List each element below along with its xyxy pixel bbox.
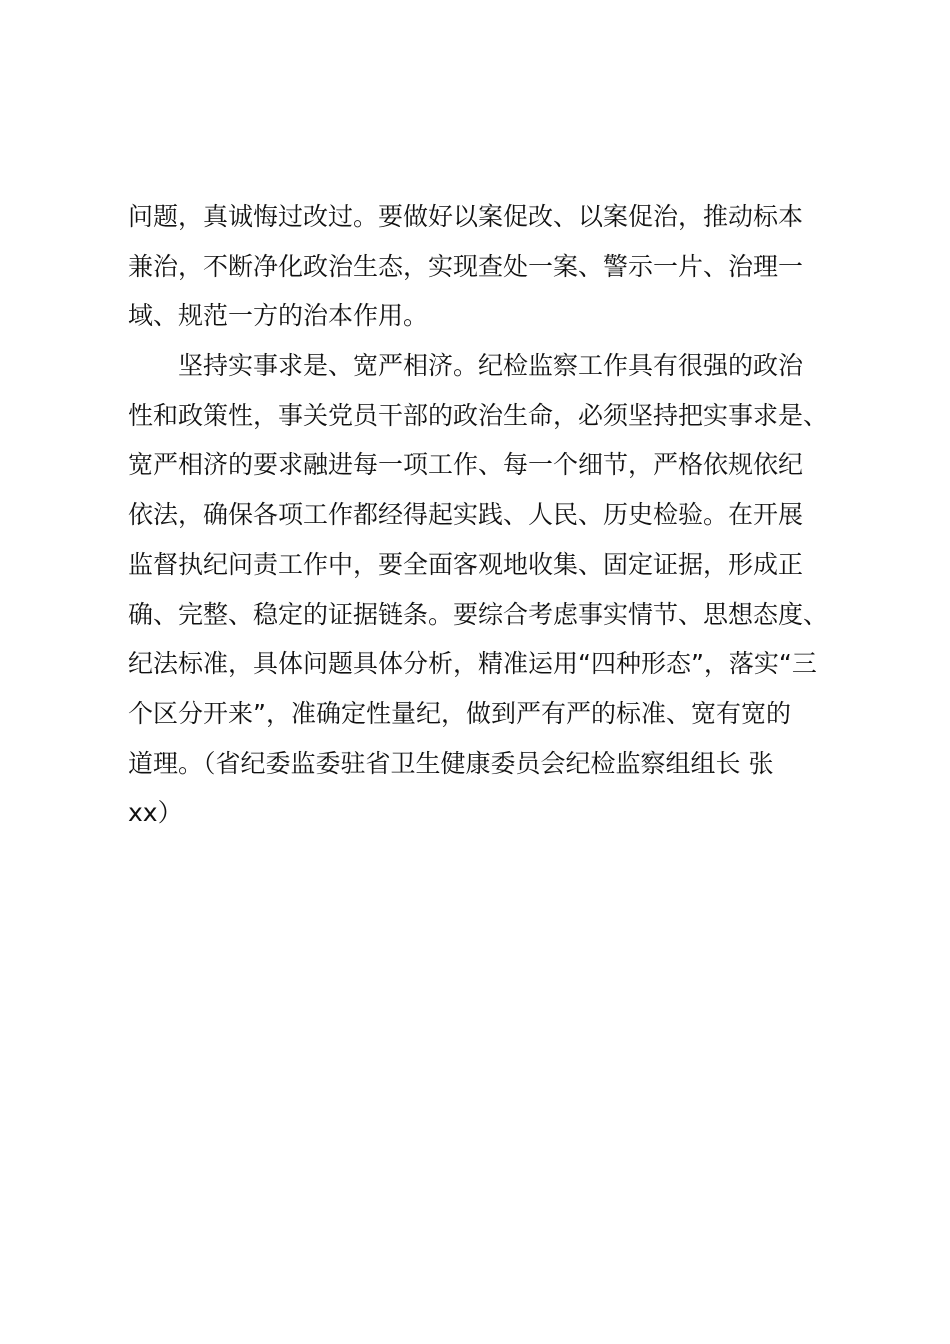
- text-line: 个区分开来”，准确定性量纪，做到严有严的标准、宽有宽的: [128, 698, 791, 728]
- text-line: 宽严相济的要求融进每一项工作、每一个细节，严格依规依纪: [128, 450, 804, 480]
- text-line: 兼治，不断净化政治生态，实现查处一案、警示一片、治理一: [128, 251, 804, 281]
- text-line: xx）: [128, 798, 183, 828]
- text-line: 性和政策性，事关党员干部的政治生命，必须坚持把实事求是、: [128, 400, 829, 430]
- text-line: 坚持实事求是、宽严相济。纪检监察工作具有很强的政治: [128, 351, 804, 381]
- text-line: 问题，真诚悔过改过。要做好以案促改、以案促治，推动标本: [128, 202, 804, 231]
- text-line: 确、完整、稳定的证据链条。要综合考虑事实情节、思想态度、: [128, 599, 829, 629]
- text-line: 纪法标准，具体问题具体分析，精准运用“四种形态”，落实“三: [128, 649, 817, 679]
- document-body-text: [128, 192, 828, 838]
- text-line: 依法，确保各项工作都经得起实践、人民、历史检验。在开展: [128, 500, 804, 530]
- text-line: 域、规范一方的治本作用。: [128, 301, 429, 331]
- text-line: 监督执纪问责工作中，要全面客观地收集、固定证据，形成正: [128, 549, 804, 579]
- text-line: 道理。（省纪委监委驻省卫生健康委员会纪检监察组组长 张: [128, 748, 774, 778]
